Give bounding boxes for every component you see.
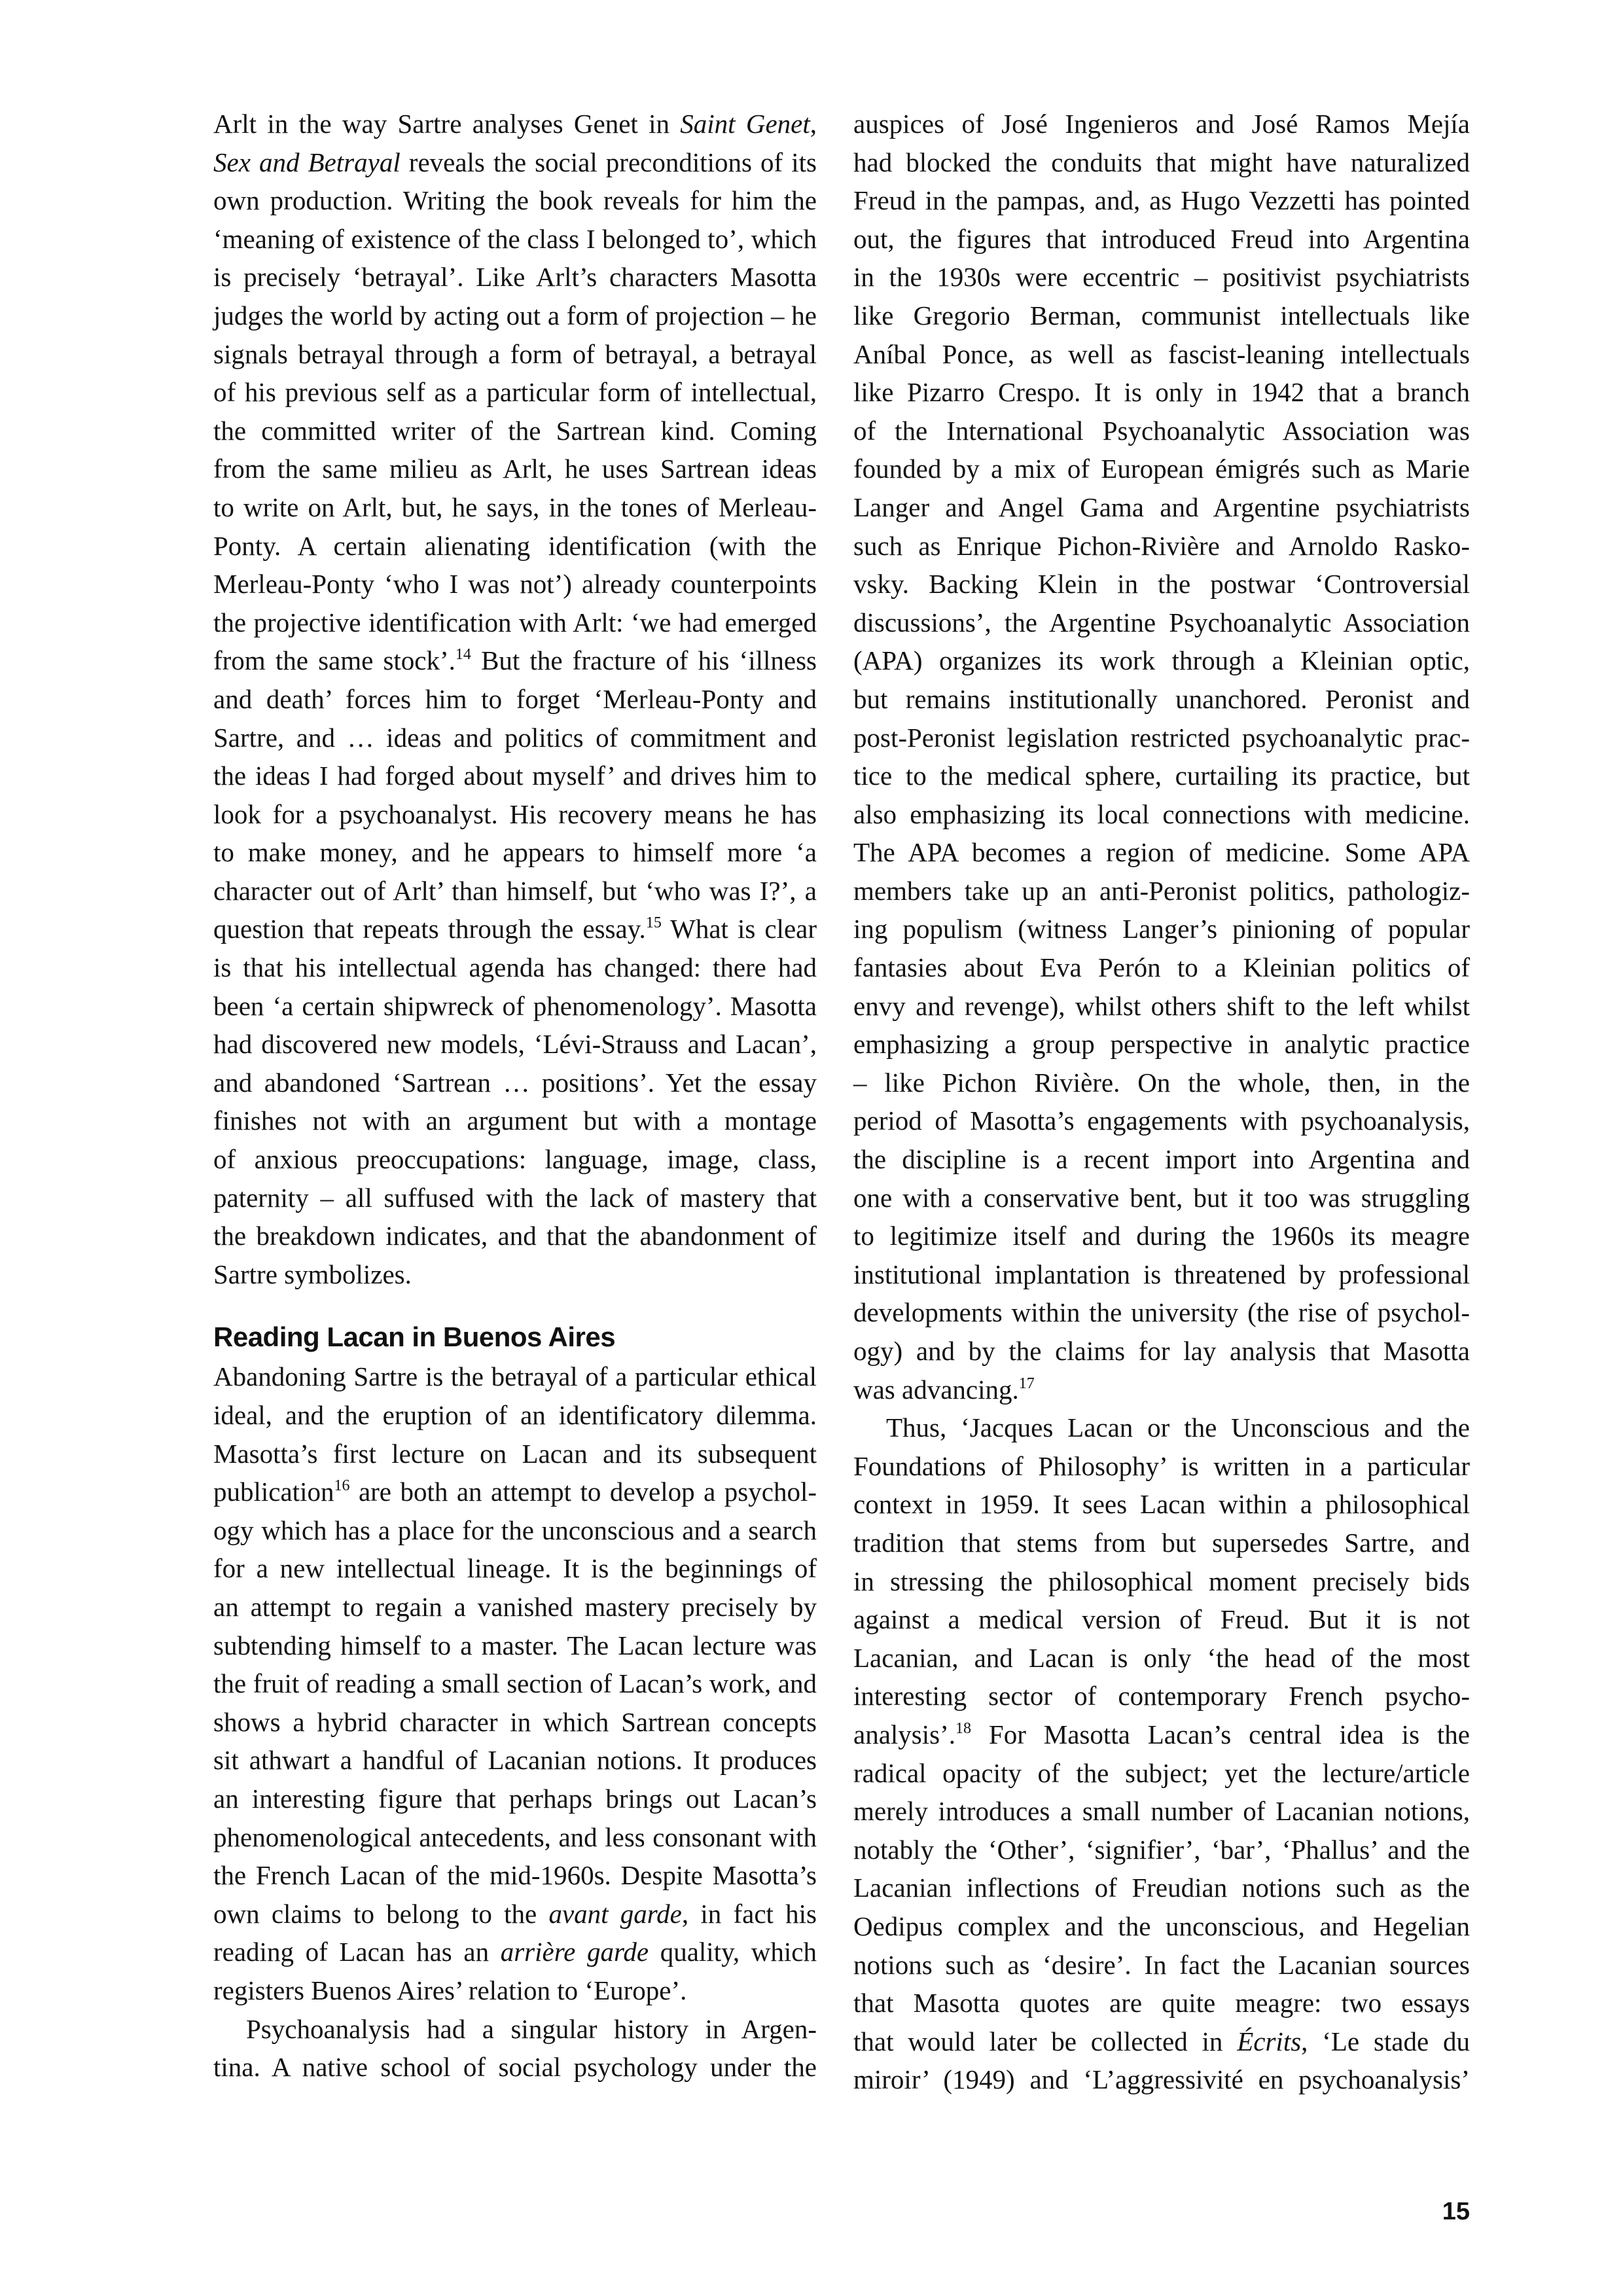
text-line: the fruit of reading a small section of Lacan’s work, and bbox=[213, 1668, 817, 1699]
text-line: the projective identification with Arlt: ‘we had emerged bbox=[213, 607, 817, 637]
footnote-marker: 17 bbox=[1018, 1374, 1035, 1392]
text-line: Abandoning Sartre is the betrayal of a particular ethical bbox=[213, 1361, 817, 1392]
footnote-marker: 14 bbox=[455, 646, 471, 664]
footnote-marker: 15 bbox=[645, 914, 662, 932]
text-line: subtending himself to a master. The Lacan lecture was bbox=[213, 1630, 817, 1660]
text-line: question that repeats through the essay.$^{15}$ What is clear bbox=[213, 914, 817, 944]
italic-title: Sex and Betrayal bbox=[213, 147, 401, 177]
text-line: shows a hybrid character in which Sartrean concepts bbox=[213, 1706, 817, 1737]
text-line: tradition that stems from but supersedes Sartre, and bbox=[853, 1527, 1470, 1558]
right-column bbox=[853, 105, 1470, 2099]
text-line: and death’ forces him to forget ‘Merleau-Ponty and bbox=[213, 683, 817, 714]
italic-title: Saint Genet bbox=[680, 109, 810, 139]
text-line: an attempt to regain a vanished mastery precisely by bbox=[213, 1591, 817, 1622]
text-line: ing populism (witness Langer’s pinioning of popular bbox=[853, 914, 1470, 944]
text-line: that Masotta quotes are quite meagre: two essays bbox=[853, 1988, 1470, 2018]
text-line: Sartre, and … ideas and politics of commitment and bbox=[213, 722, 817, 753]
paragraph bbox=[853, 1408, 1470, 2099]
text-line: developments within the university (the rise of psychol- bbox=[853, 1297, 1470, 1328]
text-line: of his previous self as a particular form of intellectual, bbox=[213, 377, 817, 408]
text-line: institutional implantation is threatened by professional bbox=[853, 1259, 1470, 1289]
text-line: Merleau-Ponty ‘who I was not’) already counterpoints bbox=[213, 569, 817, 600]
text-line: the breakdown indicates, and that the abandonment of bbox=[213, 1221, 817, 1251]
text-line: interesting sector of contemporary French psycho- bbox=[853, 1681, 1470, 1712]
text-line: reading of Lacan has an arrière garde quality, which bbox=[213, 1937, 817, 1967]
text-line: out, the figures that introduced Freud into Argentina bbox=[853, 223, 1470, 254]
text-line: Masotta’s first lecture on Lacan and its subsequent bbox=[213, 1438, 817, 1469]
italic-title: arrière garde bbox=[500, 1937, 649, 1967]
text-line: the French Lacan of the mid-1960s. Despite Masotta’s bbox=[213, 1860, 817, 1891]
italic-title: Écrits bbox=[1237, 2026, 1302, 2056]
footnote-marker: 16 bbox=[334, 1477, 350, 1495]
text-line: also emphasizing its local connections with medicine. bbox=[853, 798, 1470, 829]
text-line: against a medical version of Freud. But it is not bbox=[853, 1604, 1470, 1635]
text-line: post-Peronist legislation restricted psychoanalytic prac- bbox=[853, 722, 1470, 753]
text-line: of the International Psychoanalytic Association was bbox=[853, 415, 1470, 446]
text-line: Lacanian inflections of Freudian notions such as the bbox=[853, 1873, 1470, 1903]
text-line: Oedipus complex and the unconscious, and Hegelian bbox=[853, 1910, 1470, 1941]
text-line: notably the ‘Other’, ‘signifier’, ‘bar’, ‘Phallus’ and the bbox=[853, 1834, 1470, 1865]
text-line: ideal, and the eruption of an identificatory dilemma. bbox=[213, 1400, 817, 1430]
text-line: the discipline is a recent import into Argentina and bbox=[853, 1144, 1470, 1175]
text-line: radical opacity of the subject; yet the lecture/article bbox=[853, 1757, 1470, 1788]
text-line: of anxious preoccupations: language, image, class, bbox=[213, 1144, 817, 1175]
text-line: miroir’ (1949) and ‘L’aggressivité en psychoanalysis’ bbox=[853, 2064, 1470, 2095]
text-line: context in 1959. It sees Lacan within a philosophical bbox=[853, 1489, 1470, 1520]
page-number: 15 bbox=[1442, 2198, 1470, 2225]
text-line: paternity – all suffused with the lack of mastery that bbox=[213, 1182, 817, 1213]
text-line: the ideas I had forged about myself’ and drives him to bbox=[213, 761, 817, 791]
text-line: auspices of José Ingenieros and José Ramos Mejía bbox=[853, 109, 1470, 139]
text-line: merely introduces a small number of Lacanian notions, bbox=[853, 1796, 1470, 1827]
text-line: that would later be collected in Écrits, ‘Le stade du bbox=[853, 2026, 1470, 2056]
section-heading: Reading Lacan in Buenos Aires bbox=[213, 1321, 616, 1353]
text-line: signals betrayal through a form of betrayal, a betrayal bbox=[213, 338, 817, 369]
text-line: in stressing the philosophical moment precisely bids bbox=[853, 1566, 1470, 1596]
text-line: Foundations of Philosophy’ is written in a particular bbox=[853, 1450, 1470, 1481]
footnote-marker: 18 bbox=[955, 1719, 971, 1737]
text-line: notions such as ‘desire’. In fact the Lacanian sources bbox=[853, 1949, 1470, 1980]
text-line: Sartre symbolizes. bbox=[213, 1259, 412, 1289]
text-line: own production. Writing the book reveals for him the bbox=[213, 185, 817, 216]
text-line: Langer and Angel Gama and Argentine psychiatrists bbox=[853, 492, 1470, 522]
text-line: is precisely ‘betrayal’. Like Arlt’s characters Masotta bbox=[213, 262, 817, 293]
text-line: Sex and Betrayal reveals the social preconditions of its bbox=[213, 147, 817, 177]
text-line: publication$^{16}$ are both an attempt to develop a psychol- bbox=[213, 1477, 817, 1507]
text-line: to make money, and he appears to himself more ‘a bbox=[213, 837, 817, 868]
text-line: (APA) organizes its work through a Kleinian optic, bbox=[853, 645, 1470, 676]
text-line: had discovered new models, ‘Lévi-Strauss and Lacan’, bbox=[213, 1029, 817, 1060]
text-line: ‘meaning of existence of the class I belonged to’, which bbox=[213, 223, 817, 254]
text-line: envy and revenge), whilst others shift to the left whilst bbox=[853, 990, 1470, 1021]
text-line: Psychoanalysis had a singular history in Argen- bbox=[246, 2013, 817, 2044]
text-line: fantasies about Eva Perón to a Kleinian politics of bbox=[853, 952, 1470, 983]
text-line: emphasizing a group perspective in analytic practice bbox=[853, 1029, 1470, 1060]
text-line: but remains institutionally unanchored. Peronist and bbox=[853, 683, 1470, 714]
text-line: sit athwart a handful of Lacanian notions. It produces bbox=[213, 1745, 817, 1776]
italic-title: avant garde bbox=[548, 1898, 682, 1929]
paragraph bbox=[213, 1357, 817, 2009]
paragraph bbox=[853, 105, 1470, 1408]
text-line: one with a conservative bent, but it too was struggling bbox=[853, 1182, 1470, 1213]
text-line: Arlt in the way Sartre analyses Genet in Saint Genet, bbox=[213, 109, 817, 139]
text-line: was advancing.$^{17}$ bbox=[853, 1374, 1035, 1405]
text-line: an interesting figure that perhaps brings out Lacan’s bbox=[213, 1783, 817, 1814]
text-line: like Pizarro Crespo. It is only in 1942 that a branch bbox=[853, 377, 1470, 408]
text-line: own claims to belong to the avant garde, in fact his bbox=[213, 1898, 817, 1929]
text-line: to legitimize itself and during the 1960s its meagre bbox=[853, 1221, 1470, 1251]
text-line: The APA becomes a region of medicine. Some APA bbox=[853, 837, 1470, 868]
text-line: such as Enrique Pichon-Rivière and Arnoldo Rasko- bbox=[853, 530, 1470, 561]
paragraph bbox=[213, 105, 817, 1293]
text-line: the committed writer of the Sartrean kind. Coming bbox=[213, 415, 817, 446]
text-line: analysis’.$^{18}$ For Masotta Lacan’s central idea is the bbox=[853, 1719, 1470, 1749]
text-line: in the 1930s were eccentric – positivist psychiatrists bbox=[853, 262, 1470, 293]
text-line: members take up an anti-Peronist politics, pathologiz- bbox=[853, 875, 1470, 906]
text-line: Aníbal Ponce, as well as fascist-leaning intellectuals bbox=[853, 338, 1470, 369]
text-line: from the same milieu as Arlt, he uses Sartrean ideas bbox=[213, 454, 817, 484]
text-line: founded by a mix of European émigrés such as Marie bbox=[853, 454, 1470, 484]
text-line: discussions’, the Argentine Psychoanalytic Association bbox=[853, 607, 1470, 637]
text-line: had blocked the conduits that might have naturalized bbox=[853, 147, 1470, 177]
text-line: like Gregorio Berman, communist intellectuals like bbox=[853, 300, 1470, 331]
text-line: – like Pichon Rivière. On the whole, then, in the bbox=[853, 1067, 1470, 1098]
text-line: and abandoned ‘Sartrean … positions’. Yet the essay bbox=[213, 1067, 817, 1098]
text-line: period of Masotta’s engagements with psychoanalysis, bbox=[853, 1105, 1470, 1136]
text-line: tina. A native school of social psychology under the bbox=[213, 2052, 817, 2083]
text-line: phenomenological antecedents, and less consonant with bbox=[213, 1821, 817, 1852]
text-line: to write on Arlt, but, he says, in the tones of Merleau- bbox=[213, 492, 817, 522]
text-line: character out of Arlt’ than himself, but ‘who was I?’, a bbox=[213, 875, 817, 906]
paragraph bbox=[213, 2010, 817, 2087]
text-line: vsky. Backing Klein in the postwar ‘Controversial bbox=[853, 569, 1470, 600]
text-line: look for a psychoanalyst. His recovery means he has bbox=[213, 798, 817, 829]
left-column bbox=[213, 105, 817, 2087]
text-line: finishes not with an argument but with a montage bbox=[213, 1105, 817, 1136]
text-line: ogy) and by the claims for lay analysis that Masotta bbox=[853, 1336, 1470, 1366]
text-line: from the same stock’.$^{14}$ But the fracture of his ‘illness bbox=[213, 645, 817, 676]
text-line: Thus, ‘Jacques Lacan or the Unconscious and the bbox=[886, 1412, 1470, 1443]
text-line: been ‘a certain shipwreck of phenomenology’. Masotta bbox=[213, 990, 817, 1021]
text-line: Freud in the pampas, and, as Hugo Vezzetti has pointed bbox=[853, 185, 1470, 216]
text-line: ogy which has a place for the unconscious and a search bbox=[213, 1515, 817, 1545]
text-line: for a new intellectual lineage. It is the beginnings of bbox=[213, 1553, 817, 1584]
text-line: tice to the medical sphere, curtailing its practice, but bbox=[853, 761, 1470, 791]
text-line: Lacanian, and Lacan is only ‘the head of the most bbox=[853, 1642, 1470, 1673]
text-line: judges the world by acting out a form of projection – he bbox=[213, 300, 817, 331]
text-line: is that his intellectual agenda has changed: there had bbox=[213, 952, 817, 983]
text-line: Ponty. A certain alienating identification (with the bbox=[213, 530, 817, 561]
text-line: registers Buenos Aires’ relation to ‘Europe’. bbox=[213, 1975, 687, 2005]
